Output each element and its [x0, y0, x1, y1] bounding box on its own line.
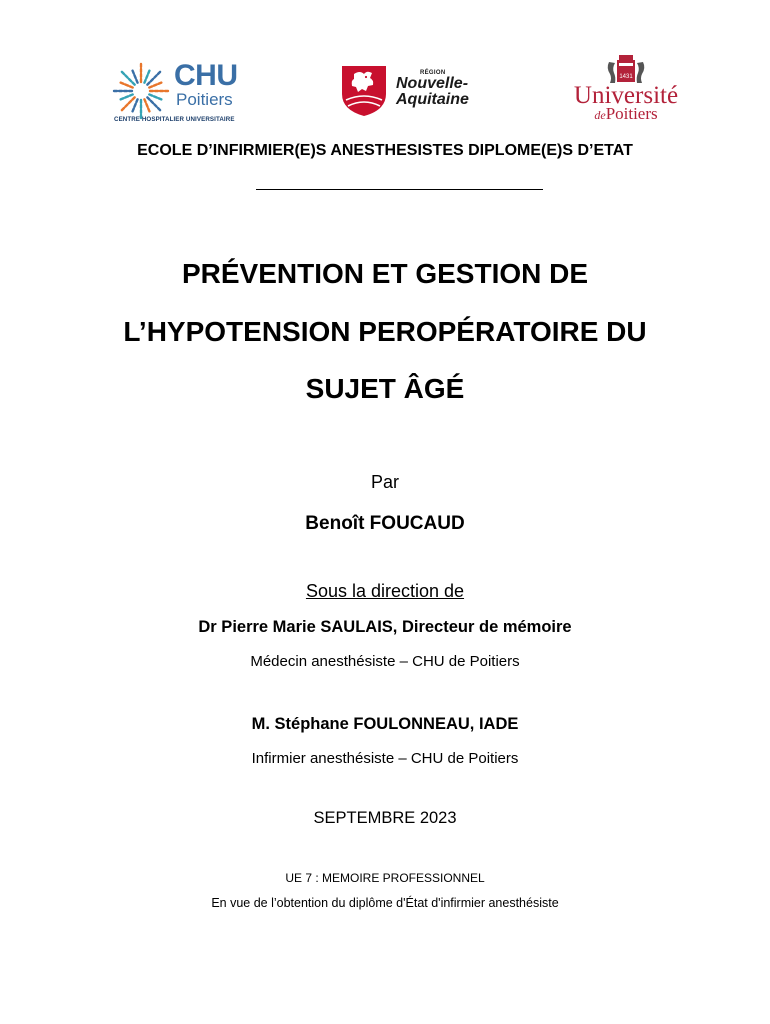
universite-poitiers-logo: [566, 54, 686, 126]
burst-ray: [149, 94, 161, 99]
title-line-3: SUJET ÂGÉ: [305, 373, 465, 404]
director-1-name: Dr Pierre Marie SAULAIS, Directeur de mémoire: [198, 618, 572, 636]
chu-burst-icon: [112, 62, 170, 120]
chu-poitiers-logo: [112, 60, 242, 126]
title-line-2: L’HYPOTENSION PEROPÉRATOIRE DU: [123, 316, 647, 347]
direction-heading: Sous la direction de: [305, 581, 465, 601]
title-line-1: PRÉVENTION ET GESTION DE: [181, 258, 589, 289]
region-name-line1: Nouvelle-: [396, 75, 469, 92]
course-unit: UE 7 : MEMOIRE PROFESSIONNEL: [285, 871, 485, 885]
degree-purpose: En vue de l’obtention du diplôme d'État d'infirmier anesthésiste: [211, 896, 559, 910]
burst-ray: [121, 83, 133, 88]
burst-ray: [133, 99, 138, 111]
region-name-line2: Aquitaine: [396, 91, 469, 108]
director-1-role: Médecin anesthésiste – CHU de Poitiers: [250, 653, 520, 670]
university-name-line2: [566, 104, 686, 125]
burst-ray: [149, 83, 161, 88]
university-name-de: de: [594, 108, 606, 122]
university-name-poitiers: Poitiers: [605, 104, 658, 123]
lion-shield-icon: [340, 64, 388, 118]
burst-ray: [133, 71, 138, 83]
chu-logo-caption: CENTRE HOSPITALIER UNIVERSITAIRE: [114, 116, 235, 123]
chu-logo-subtitle: Poitiers: [176, 90, 233, 109]
author-name: Benoît FOUCAUD: [305, 513, 465, 534]
university-name-line1: Université: [573, 82, 679, 109]
separator-line: [256, 189, 543, 190]
nouvelle-aquitaine-logo: [340, 62, 480, 122]
crest-year: 1431: [619, 74, 633, 80]
chu-logo-title: CHU: [174, 59, 238, 92]
submission-date: SEPTEMBRE 2023: [313, 809, 457, 827]
region-label: RÉGION: [420, 70, 446, 76]
burst-ray: [144, 99, 149, 111]
school-name: ECOLE D’INFIRMIER(E)S ANESTHESISTES DIPLOME(E)S D’ETAT: [137, 142, 633, 159]
by-label: Par: [370, 472, 399, 492]
burst-ray: [121, 94, 133, 99]
burst-ray: [144, 71, 149, 83]
director-2-role: Infirmier anesthésiste – CHU de Poitiers: [251, 750, 519, 767]
director-2-name: M. Stéphane FOULONNEAU, IADE: [251, 715, 519, 733]
